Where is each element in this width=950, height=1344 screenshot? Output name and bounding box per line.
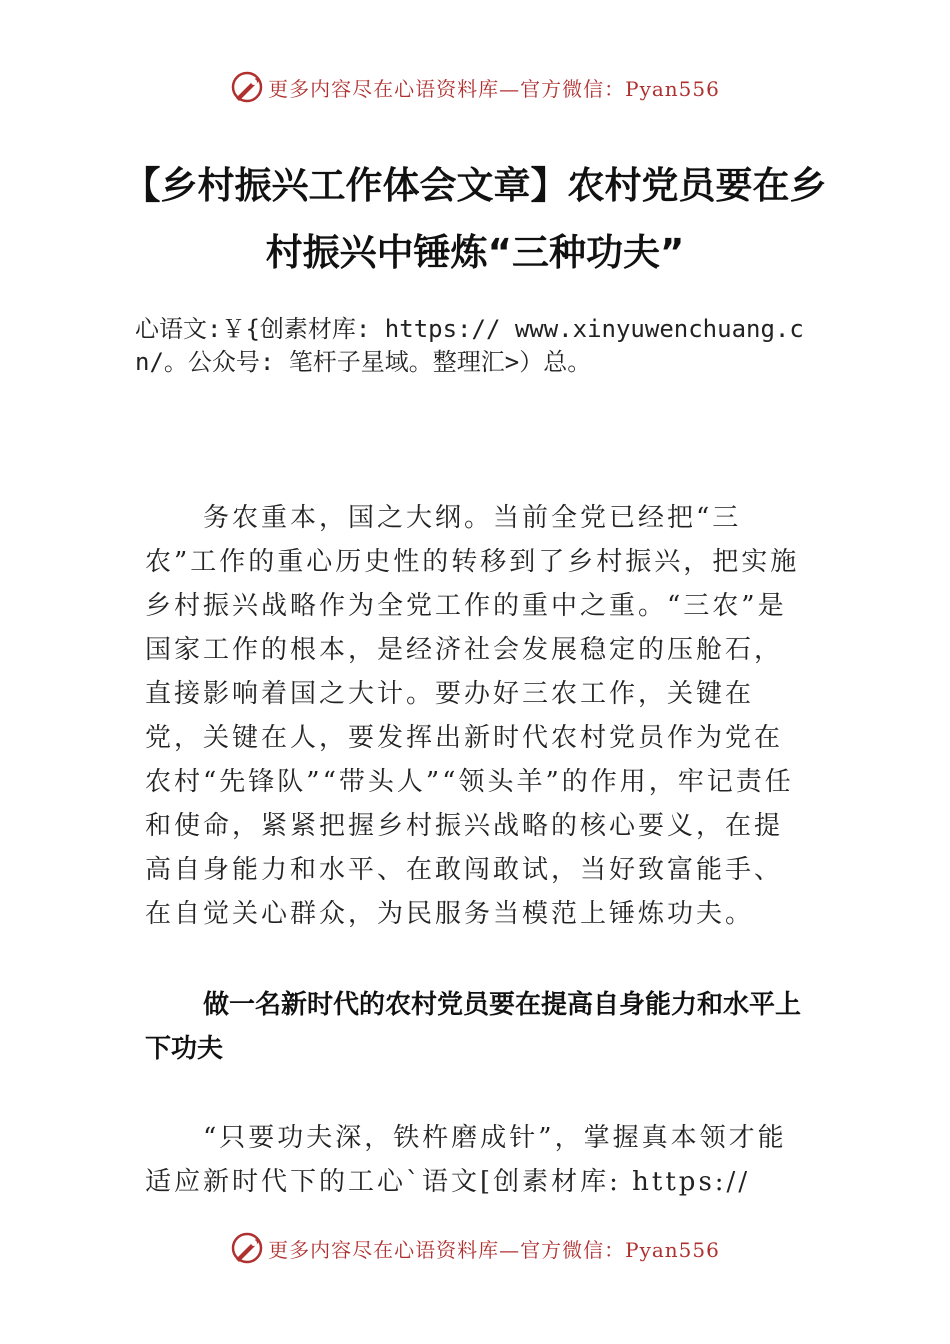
page-footer-banner bbox=[0, 1231, 950, 1265]
header-banner-text: 更多内容尽在心语资料库—官方微信：Pyan556 bbox=[268, 76, 720, 101]
page-header-banner bbox=[0, 70, 950, 104]
source-note: 心语文:￥{创素材库: https:// www.xinyuwenchuang.cn/。公众号: 笔杆子星域。整理汇>）总。 bbox=[135, 315, 804, 376]
pen-logo-icon bbox=[230, 1231, 264, 1265]
pen-logo-icon bbox=[230, 70, 264, 104]
body-paragraph-2: “只要功夫深，铁杵磨成针”，掌握真本领才能适应新时代下的工心`语文[创素材库: https:// bbox=[145, 1123, 787, 1197]
body-paragraph-1: 务农重本，国之大纲。当前全党已经把“三农”工作的重心历史性的转移到了乡村振兴，把实施乡村振兴战略作为全党工作的重中之重。“三农”是国家工作的根本，是经济社会发展稳定的压舱石，直接影响着国之大计。要办好三农工作，关键在党，关键在人，要发挥出新时代农村党员作为党在农村“先锋队”“带头人”“领头羊”的作用，牢记责任和使命，紧紧把握乡村振兴战略的核心要义，在提高自身能力和水平、在敢闯敢试，当好致富能手、在自觉关心群众，为民服务当模范上锤炼功夫。 bbox=[145, 503, 800, 929]
footer-banner-text: 更多内容尽在心语资料库—官方微信：Pyan556 bbox=[268, 1237, 720, 1262]
section-heading-1: 做一名新时代的农村党员要在提高自身能力和水平上下功夫 bbox=[145, 990, 802, 1064]
document-title: 【乡村振兴工作体会文章】农村党员要在乡村振兴中锤炼“三种功夫” bbox=[123, 164, 827, 274]
